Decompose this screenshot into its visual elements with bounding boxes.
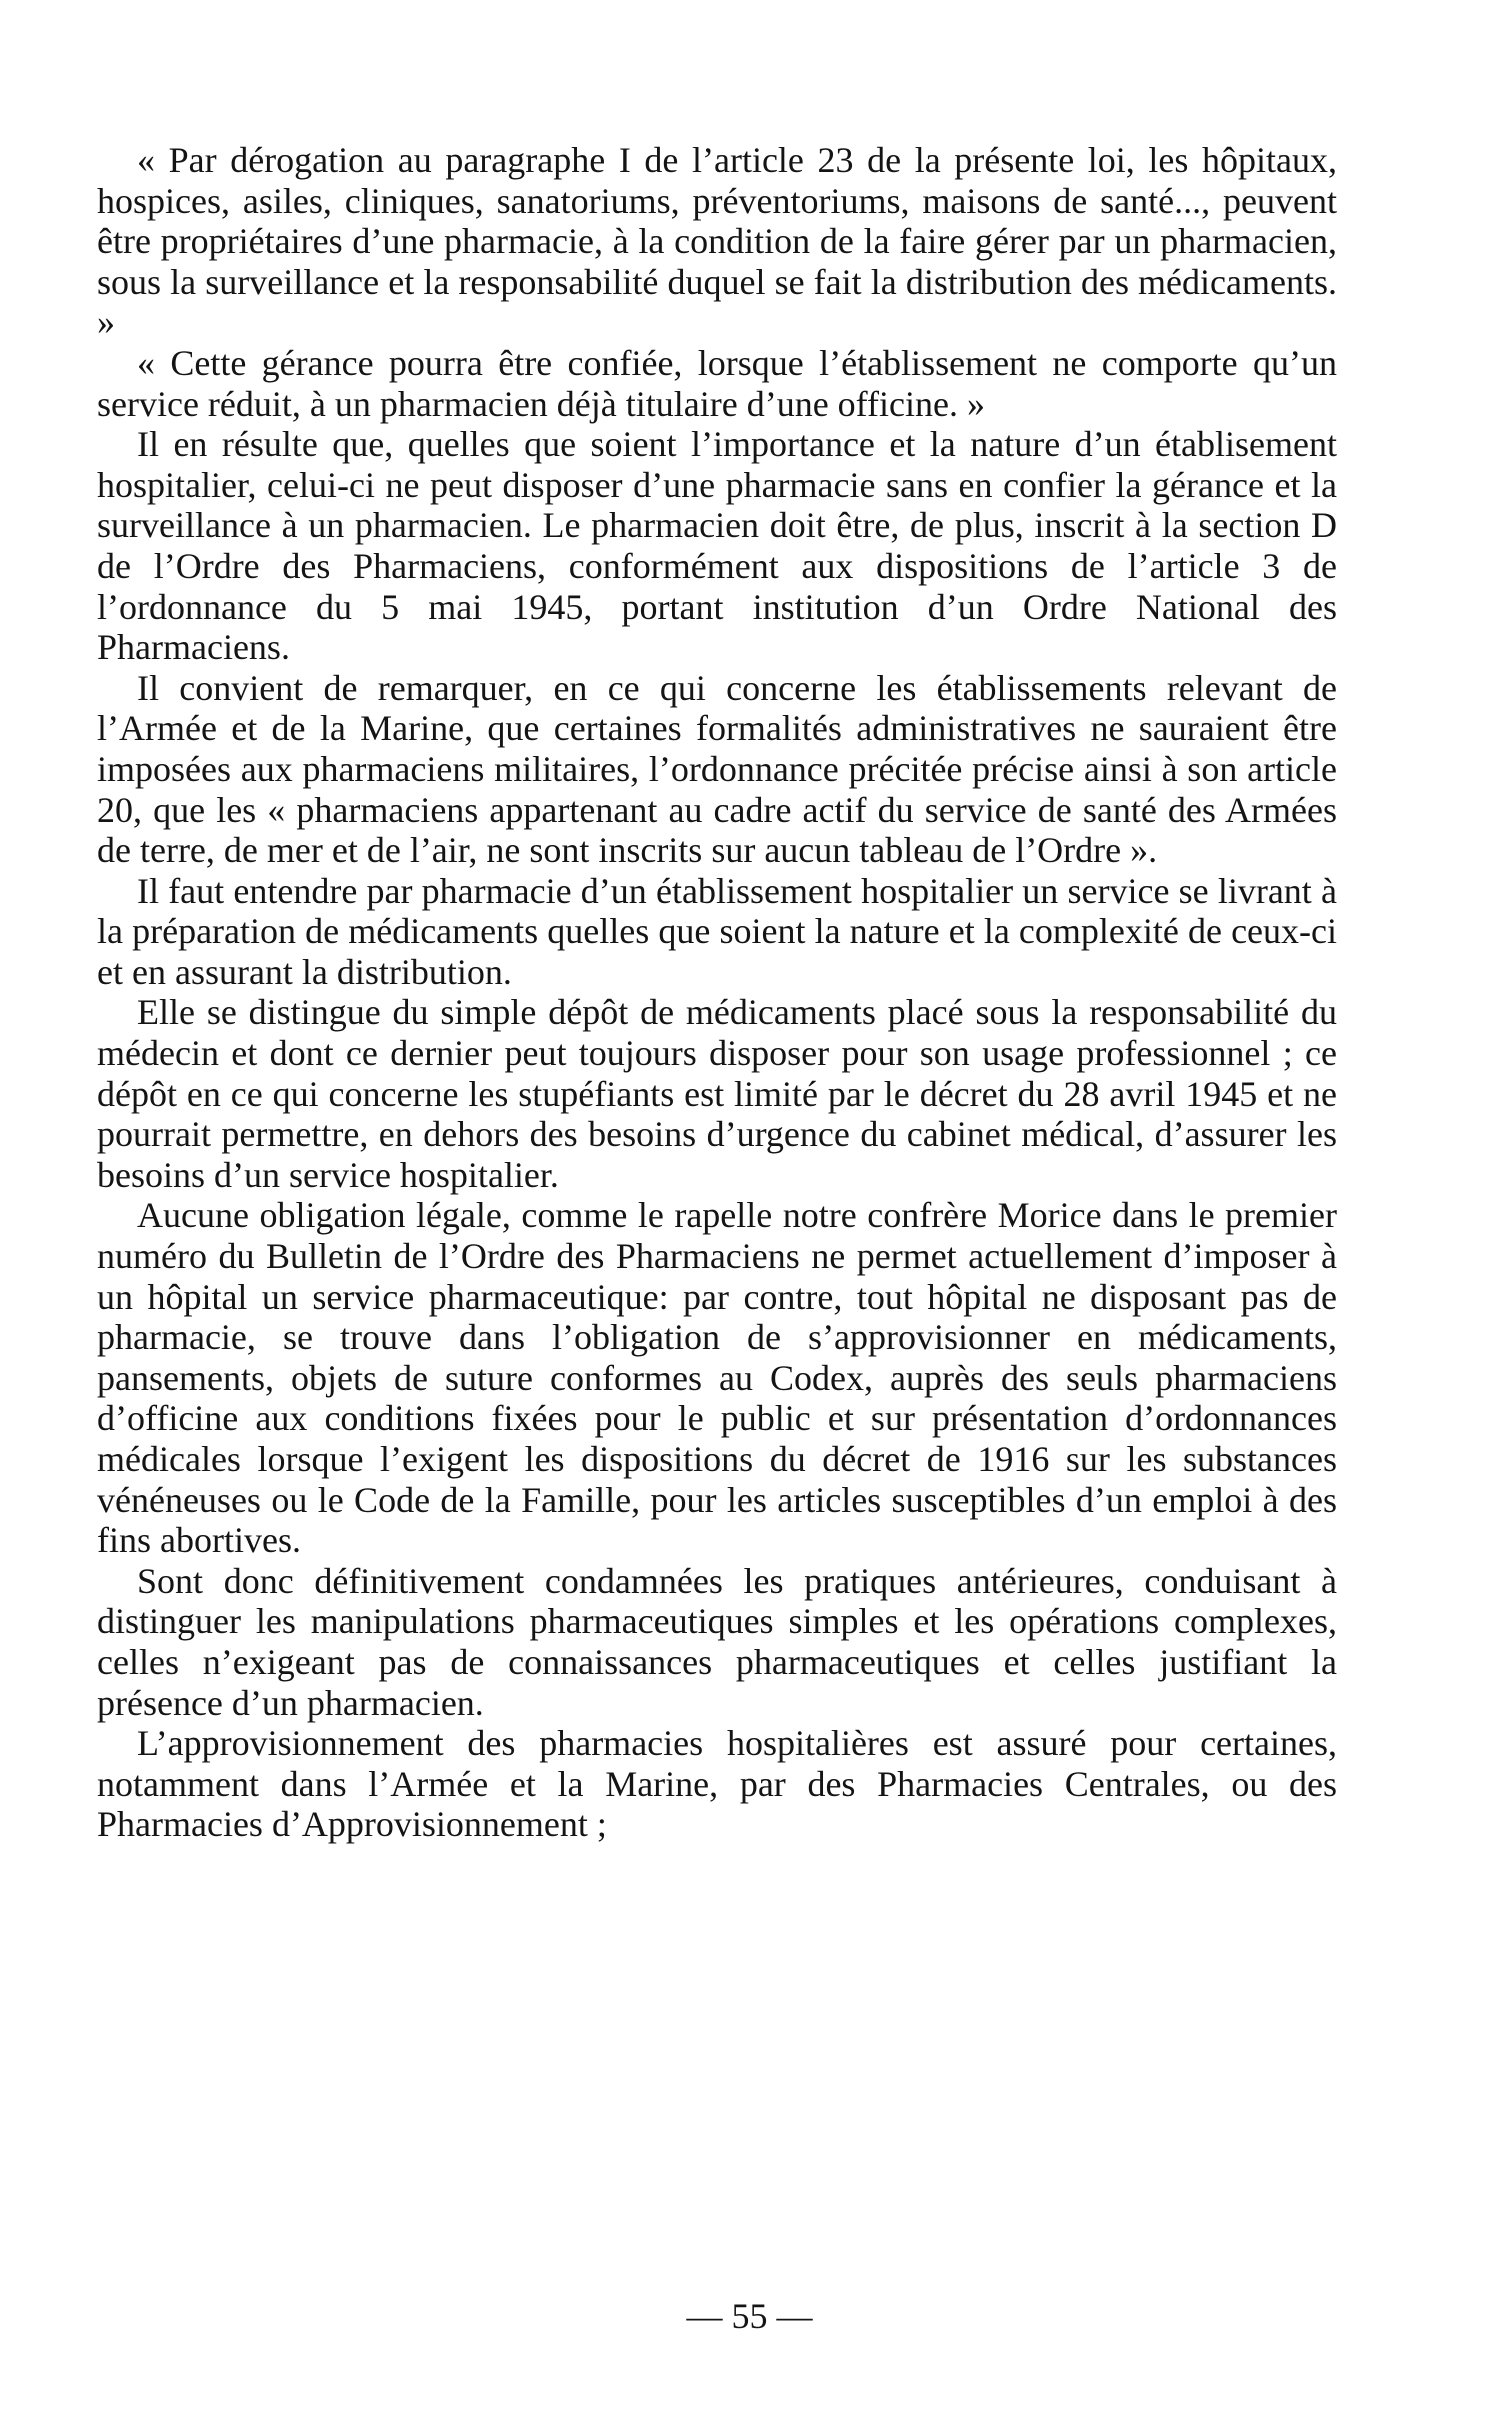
paragraph-1: « Par dérogation au paragraphe I de l’article 23 de la présente loi, les hôpitaux, hospices, asiles, cliniques, sanatoriums, préventoriums, maisons de santé..., peuvent être propriétaires d’une pharmacie, à la condition de la faire gérer par un pharmacien, sous la surveillance et la responsabilité duquel se fait la distribution des médicaments. » bbox=[97, 140, 1337, 343]
paragraph-2: « Cette gérance pourra être confiée, lorsque l’établissement ne comporte qu’un service réduit, à un pharmacien déjà titulaire d’une officine. » bbox=[97, 342, 1337, 424]
paragraph-8: Sont donc définitivement condamnées les pratiques antérieures, conduisant à distinguer les manipulations pharmaceutiques simples et les opérations complexes, celles n’exigeant pas de connaissances pharmaceutiques et celles justifiant la présence d’un pharmacien. bbox=[97, 1560, 1337, 1723]
paragraph-9: L’approvisionnement des pharmacies hospitalières est assuré pour certaines, notamment dans l’Armée et la Marine, par des Pharmacies Centrales, ou des Pharmacies d’Approvisionnement ; bbox=[97, 1723, 1337, 1845]
paragraph-7: Aucune obligation légale, comme le rapelle notre confrère Morice dans le premier numéro du Bulletin de l’Ordre des Pharmaciens ne permet actuellement d’imposer à un hôpital un service pharmaceutique: par contre, tout hôpital ne disposant pas de pharmacie, se trouve dans l’obligation de s’approvisionner en médicaments, pansements, objets de suture conformes au Codex, auprès des seuls pharmaciens d’officine aux conditions fixées pour le public et sur présentation d’ordonnances médicales lorsque l’exigent les dispositions du décret de 1916 sur les substances vénéneuses ou le Code de la Famille, pour les articles susceptibles d’un emploi à des fins abortives. bbox=[97, 1195, 1337, 1561]
body-text bbox=[97, 140, 1337, 1845]
paragraph-6: Elle se distingue du simple dépôt de médicaments placé sous la responsabilité du médecin et dont ce dernier peut toujours disposer pour son usage professionnel ; ce dépôt en ce qui concerne les stupéfiants est limité par le décret du 28 avril 1945 et ne pourrait permettre, en dehors des besoins d’urgence du cabinet médical, d’assurer les besoins d’un service hospitalier. bbox=[97, 992, 1337, 1195]
page-number: — 55 — bbox=[686, 2296, 813, 2336]
paragraph-5: Il faut entendre par pharmacie d’un établissement hospitalier un service se livrant à la préparation de médicaments quelles que soient la nature et la complexité de ceux-ci et en assurant la distribution. bbox=[97, 870, 1337, 992]
paragraph-4: Il convient de remarquer, en ce qui concerne les établissements relevant de l’Armée et de la Marine, que certaines formalités administratives ne sauraient être imposées aux pharmaciens militaires, l’ordonnance précitée précise ainsi à son article 20, que les « pharmaciens appartenant au cadre actif du service de santé des Armées de terre, de mer et de l’air, ne sont inscrits sur aucun tableau de l’Ordre ». bbox=[97, 667, 1337, 871]
paragraph-3: Il en résulte que, quelles que soient l’importance et la nature d’un établisement hospitalier, celui-ci ne peut disposer d’une pharmacie sans en confier la gérance et la surveillance à un pharmacien. Le pharmacien doit être, de plus, inscrit à la section D de l’Ordre des Pharmaciens, conformément aux dispositions de l’article 3 de l’ordonnance du 5 mai 1945, portant institution d’un Ordre National des Pharmaciens. bbox=[97, 424, 1337, 668]
